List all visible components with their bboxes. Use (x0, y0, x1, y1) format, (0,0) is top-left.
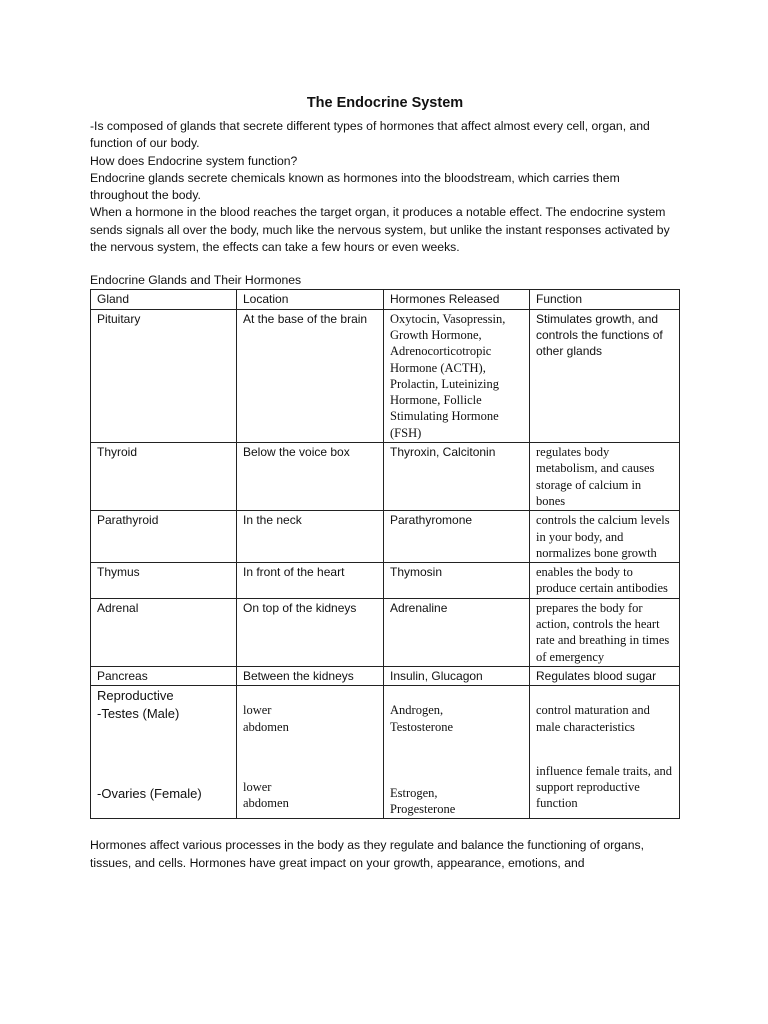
glands-table (90, 289, 680, 819)
function-cell: Stimulates growth, and controls the functions of other glands (530, 309, 680, 442)
gland-cell: Parathyroid (91, 511, 237, 563)
function-cell-reproductive (530, 686, 680, 819)
table-header-row (91, 290, 680, 309)
male-function: control maturation and male characteristics (536, 703, 650, 734)
function-cell: regulates body metabolism, and causes storage of calcium in bones (530, 443, 680, 511)
gland-cell: Pancreas (91, 666, 237, 685)
reproductive-title: Reproductive (97, 688, 174, 704)
hormones-cell-reproductive (384, 686, 530, 819)
function-paragraph: Endocrine glands secrete chemicals known as hormones into the bloodstream, which carries them throughout the body. (90, 170, 620, 203)
intro-paragraph: -Is composed of glands that secrete different types of hormones that affect almost every cell, organ, and function of our body. (90, 119, 650, 151)
hormones-cell: Thymosin (384, 563, 530, 599)
hormones-cell: Adrenaline (384, 598, 530, 666)
hormones-cell: Insulin, Glucagon (384, 666, 530, 685)
function-cell: controls the calcium levels in your body, and normalizes bone growth (530, 511, 680, 563)
header-gland: Gland (91, 290, 237, 309)
document-page (90, 94, 680, 872)
male-hormones: Androgen, Testosterone (390, 703, 453, 734)
function-cell: Regulates blood sugar (530, 666, 680, 685)
testes-label: -Testes (Male) (97, 706, 180, 722)
female-hormones: Estrogen, Progesterone (390, 785, 456, 817)
hormones-cell: Thyroxin, Calcitonin (384, 443, 530, 511)
question-paragraph: How does Endocrine system function? (90, 153, 298, 168)
gland-cell: Thyroid (91, 443, 237, 511)
location-cell: Between the kidneys (237, 666, 384, 685)
female-location: lower abdomen (243, 779, 289, 811)
footer-paragraph: Hormones affect various processes in the body as they regulate and balance the functioning of organs, tissues, and cells. Hormones have great impact on your growth, appearance, emotions, and (90, 838, 644, 870)
gland-cell: Adrenal (91, 598, 237, 666)
header-function: Function (530, 290, 680, 309)
document-title: The Endocrine System (306, 95, 464, 111)
table-row (91, 511, 680, 563)
table-row (91, 309, 680, 442)
header-location: Location (237, 290, 384, 309)
location-cell-reproductive (237, 686, 384, 819)
ovaries-label: -Ovaries (Female) (97, 786, 202, 802)
location-cell: In front of the heart (237, 563, 384, 599)
hormones-cell: Oxytocin, Vasopressin, Growth Hormone, Adrenocorticotropic Hormone (ACTH), Prolactin, Luteinizing Hormone, Follicle Stimulating Hormone (FSH) (384, 309, 530, 442)
location-cell: Below the voice box (237, 443, 384, 511)
table-row (91, 443, 680, 511)
male-location: lower abdomen (243, 703, 289, 734)
gland-cell-reproductive (91, 686, 237, 819)
gland-cell: Pituitary (91, 309, 237, 442)
table-row (91, 563, 680, 599)
location-cell: In the neck (237, 511, 384, 563)
function-cell: enables the body to produce certain antibodies (530, 563, 680, 599)
gland-cell: Thymus (91, 563, 237, 599)
table-row (91, 598, 680, 666)
table-caption: Endocrine Glands and Their Hormones (90, 273, 302, 288)
location-cell: At the base of the brain (237, 309, 384, 442)
table-row-reproductive (91, 686, 680, 819)
female-function: influence female traits, and support reproductive function (536, 763, 673, 811)
header-hormones: Hormones Released (384, 290, 530, 309)
hormones-cell: Parathyromone (384, 511, 530, 563)
effect-paragraph: When a hormone in the blood reaches the target organ, it produces a notable effect. The endocrine system sends signals all over the body, much like the nervous system, but unlike the instant responses activated by the nervous system, the effects can take a few hours or even weeks. (90, 205, 670, 255)
table-row (91, 666, 680, 685)
location-cell: On top of the kidneys (237, 598, 384, 666)
function-cell: prepares the body for action, controls the heart rate and breathing in times of emergency (530, 598, 680, 666)
